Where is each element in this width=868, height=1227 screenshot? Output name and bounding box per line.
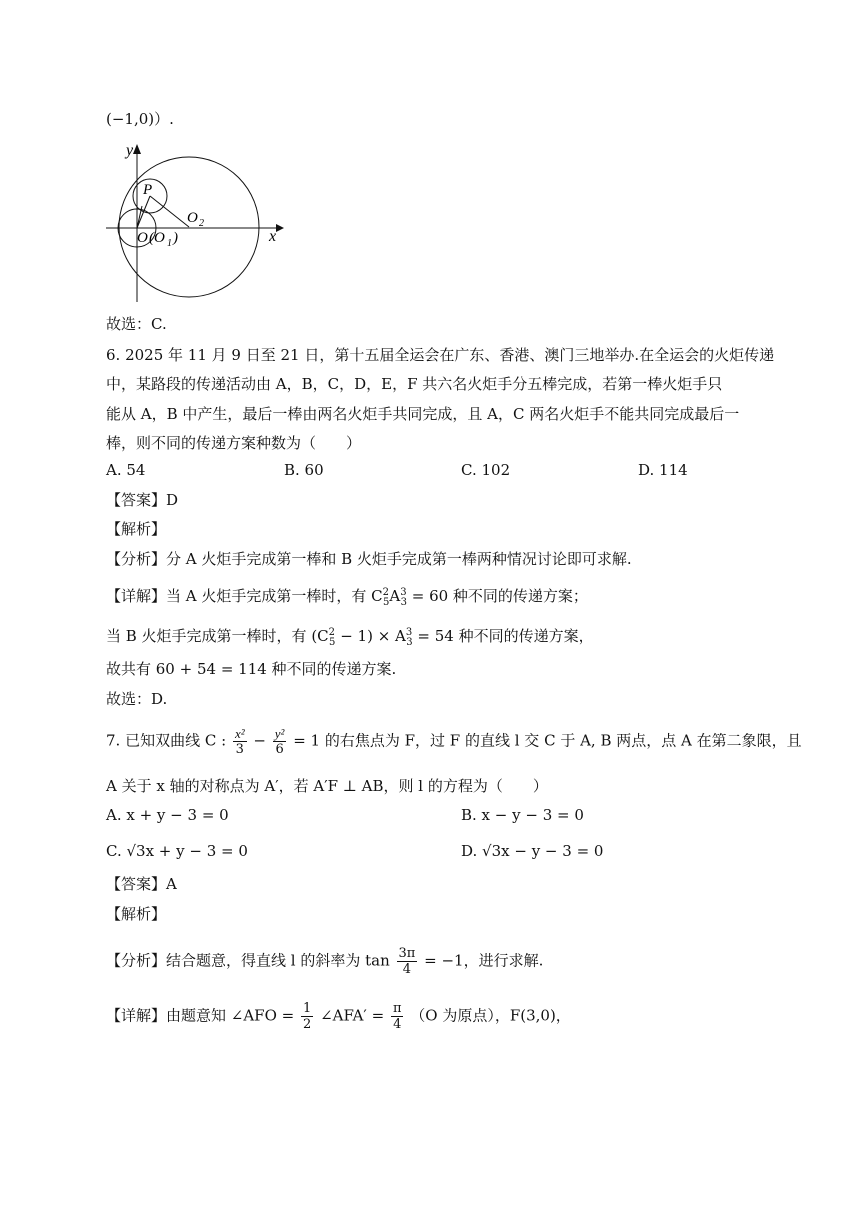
- q6-stem-line1: 6. 2025 年 11 月 9 日至 21 日，第十五届全运会在广东、香港、澳门三地举办.在全运会的火炬传递: [106, 346, 775, 364]
- label-o1: (O: [149, 230, 165, 246]
- label-p: P: [143, 182, 153, 198]
- q6-fenxi: 【分析】分 A 火炬手完成第一棒和 B 火炬手完成第一棒两种情况讨论即可求解.: [106, 550, 632, 568]
- q7-fenxi: 【分析】结合题意，得直线 l 的斜率为 tan $\frac{3\pi}{4}$ = −1，进行求解.: [106, 946, 544, 977]
- q6-answer: 【答案】D: [106, 491, 179, 509]
- label-o: O: [137, 230, 148, 246]
- q7-fraction-y: $\frac{\text{y²}}{6}$: [274, 726, 285, 757]
- q6-choice: 故选：D.: [106, 690, 168, 708]
- axis-label-x: x: [269, 228, 277, 245]
- q6-option-a: A. 54: [106, 461, 146, 479]
- q6-option-d: D. 114: [638, 461, 688, 479]
- q7-stem-line2: A 关于 x 轴的对称点为 A′，若 A′F ⊥ AB，则 l 的方程为（ ）: [106, 777, 548, 795]
- q7-fraction-3pi-4: $\frac{3\pi}{4}$: [398, 946, 416, 977]
- q6-stem-line2: 中，某路段的传递活动由 A，B，C，D，E，F 共六名火炬手分五棒完成，若第一棒火炬手只: [106, 375, 723, 393]
- q6-detail-line3: 故共有 60 + 54 = 114 种不同的传递方案.: [106, 660, 397, 678]
- axis-label-y: y: [126, 142, 134, 159]
- q7-stem-line1: 7. 已知双曲线 C : $\frac{\text{x²}}{3}$ − $\frac{\text{y²}}{6}$ = 1 的右焦点为 F，过 F 的直线 l 交 C 于 A, B 两点，点 A 在第二象限，且: [106, 726, 802, 757]
- q7-fraction-pi-4: $\frac{\pi}{4}$: [392, 1001, 402, 1032]
- q6-detail-line1: 【详解】当 A 火炬手完成第一棒时，有 $C^2_5A^3_3 = 60$ 种不同的传递方案；: [106, 587, 588, 608]
- label-o2: O: [187, 210, 198, 226]
- label-o1-close: ): [173, 230, 178, 246]
- q6-stem-line3: 能从 A，B 中产生，最后一棒由两名火炬手共同完成，且 A，C 两名火炬手不能共同完成最后一: [106, 405, 740, 423]
- q6-detail-line2: 当 B 火炬手完成第一棒时，有 $(C^2_5 - 1) \times A^3_3 = 54$ 种不同的传递方案，: [106, 627, 594, 648]
- q6-option-b: B. 60: [284, 461, 324, 479]
- q7-analysis-header: 【解析】: [106, 905, 167, 923]
- q6-option-c: C. 102: [461, 461, 511, 479]
- q7-option-d: D. √3x − y − 3 = 0: [461, 842, 604, 860]
- previous-answer-tail: (−1,0)）.: [106, 110, 174, 128]
- q7-option-b: B. x − y − 3 = 0: [461, 806, 584, 824]
- q7-fraction-x: $\frac{\text{x²}}{3}$: [234, 726, 245, 757]
- q7-fraction-1-2: $\frac{1}{2}$: [303, 1001, 312, 1032]
- q6-stem-line4: 棒，则不同的传递方案种数为（ ）: [106, 434, 362, 452]
- label-o2-sub: 2: [199, 218, 204, 229]
- q7-option-c: C. √3x + y − 3 = 0: [106, 842, 248, 860]
- q7-option-a: A. x + y − 3 = 0: [106, 806, 229, 824]
- circle-figure: [100, 138, 290, 304]
- q7-detail: 【详解】由题意知 ∠AFO = $\frac{1}{2}$ ∠AFA′ = $\frac{\pi}{4}$ （O 为原点），F(3,0)，: [106, 1001, 571, 1032]
- label-o1-sub: 1: [167, 238, 172, 249]
- q5-choice: 故选：C.: [106, 315, 167, 333]
- q6-analysis-header: 【解析】: [106, 520, 167, 538]
- q7-answer: 【答案】A: [106, 875, 177, 893]
